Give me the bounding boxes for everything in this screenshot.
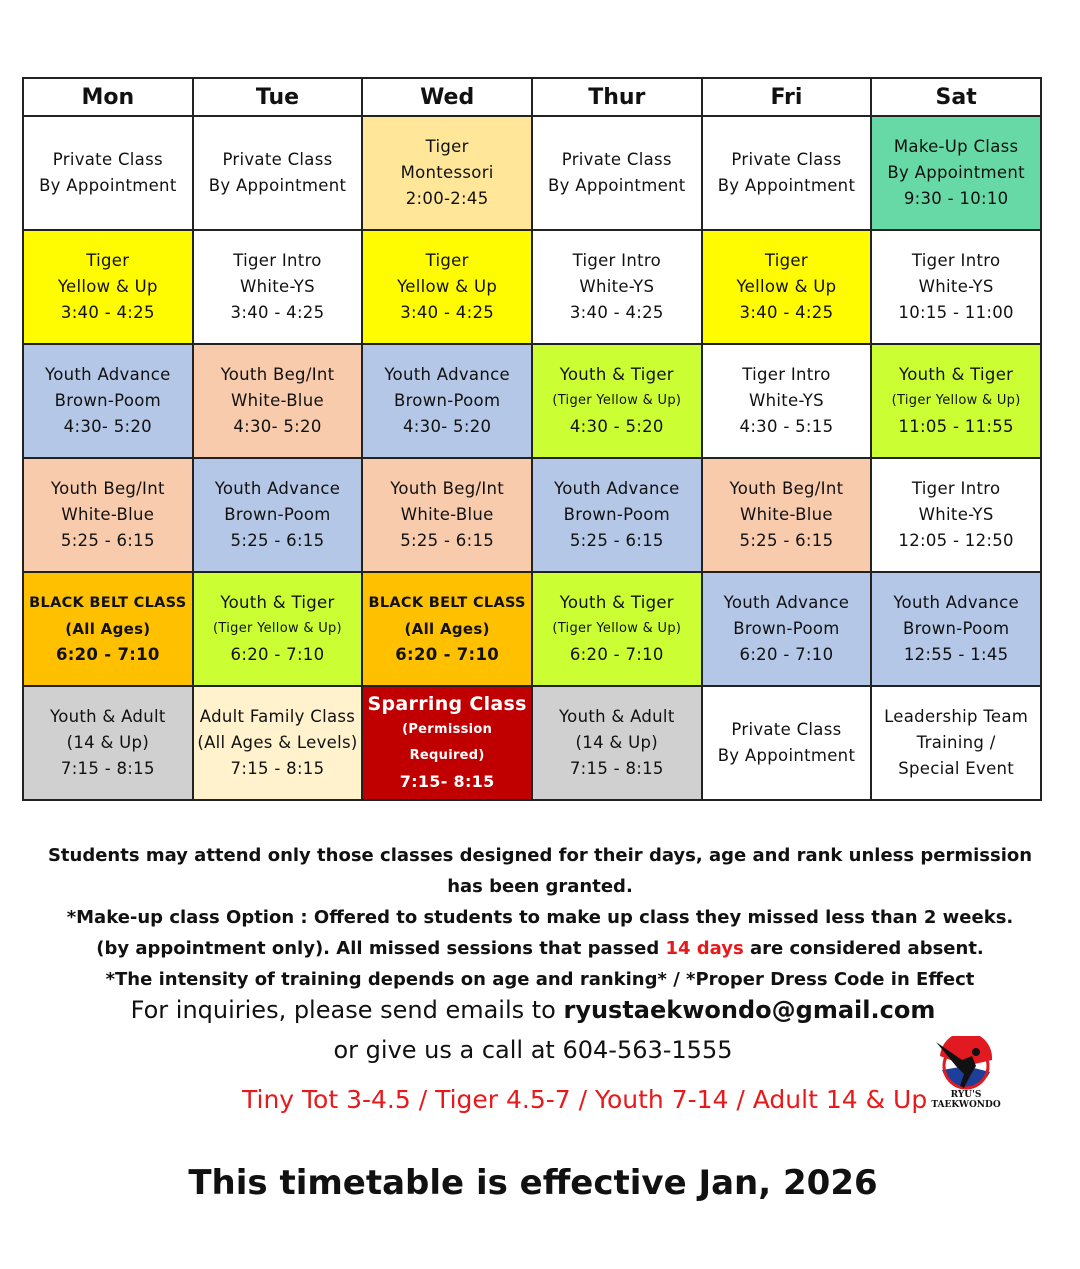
class-line: Yellow & Up: [397, 277, 498, 296]
class-line: 5:25 - 6:15: [569, 531, 664, 550]
class-line: By Appointment: [717, 176, 856, 195]
class-line: 6:20 - 7:10: [55, 645, 160, 664]
class-line: 2:00-2:45: [405, 189, 489, 208]
class-line: By Appointment: [208, 176, 347, 195]
class-line: Youth Advance: [214, 479, 341, 498]
phone-line[interactable]: or give us a call at 604-563-1555: [333, 1036, 733, 1064]
class-cell-wed: [362, 230, 532, 344]
class-line: White-Blue: [400, 505, 494, 524]
class-line: Youth Advance: [554, 479, 680, 498]
class-line: BLACK BELT CLASS: [368, 595, 526, 611]
day-header-wed: Wed: [362, 78, 532, 116]
class-cell-mon: [23, 116, 193, 230]
class-cell-tue: [193, 344, 363, 458]
class-line: 3:40 - 4:25: [569, 303, 664, 322]
class-cell-mon: [23, 572, 193, 686]
class-line: 3:40 - 4:25: [230, 303, 325, 322]
class-line: 7:15 - 8:15: [569, 759, 664, 778]
intensity-note: *The intensity of training depends on age and ranking* / *Proper Dress Code in Effect: [105, 969, 975, 990]
class-line: Youth Advance: [45, 365, 171, 384]
class-line: Private Class: [731, 720, 842, 739]
class-line: Youth & Tiger: [220, 593, 335, 612]
class-line: Youth Advance: [893, 593, 1019, 612]
class-cell-tue: [193, 230, 363, 344]
class-cell-thur: [532, 116, 702, 230]
class-line: 12:05 - 12:50: [898, 531, 1014, 550]
class-line: Tiger: [425, 251, 469, 270]
day-header-row: [23, 78, 1041, 116]
class-cell-mon: [23, 458, 193, 572]
policy-line-2: has been granted.: [447, 876, 633, 897]
class-line: 3:40 - 4:25: [400, 303, 495, 322]
class-line: White-Blue: [61, 505, 155, 524]
class-cell-sat: [871, 230, 1041, 344]
class-line: Tiger Intro: [911, 479, 1001, 498]
class-line: Tiger: [425, 137, 469, 156]
class-cell-tue: [193, 458, 363, 572]
class-line: Tiger: [764, 251, 808, 270]
class-line: 5:25 - 6:15: [230, 531, 325, 550]
logo-text: [926, 1090, 1006, 1110]
class-line: 4:30- 5:20: [402, 417, 492, 436]
class-cell-sat: [871, 572, 1041, 686]
class-line: 7:15 - 8:15: [60, 759, 155, 778]
class-line: Brown-Poom: [393, 391, 501, 410]
class-line: Private Class: [731, 150, 842, 169]
logo-line-1: RYU'S: [950, 1090, 982, 1100]
class-line: Tiger Intro: [572, 251, 661, 270]
logo-line-2: TAEKWONDO: [931, 1100, 1001, 1110]
class-line: 7:15 - 8:15: [230, 759, 325, 778]
taekwondo-logo: [926, 1036, 1006, 1120]
class-cell-wed: [362, 116, 532, 230]
schedule-row: [23, 458, 1041, 572]
class-line: 3:40 - 4:25: [60, 303, 155, 322]
class-line: White-YS: [918, 277, 994, 296]
class-line: 7:15- 8:15: [399, 772, 495, 791]
class-cell-fri: [702, 230, 872, 344]
class-cell-fri: [702, 116, 872, 230]
class-line: Tiger: [86, 251, 130, 270]
class-line: 11:05 - 11:55: [898, 417, 1014, 436]
class-cell-wed: [362, 686, 532, 800]
policy-line-1: Students may attend only those classes designed for their days, age and rank unless permission: [47, 845, 1033, 866]
class-line: White-YS: [918, 505, 994, 524]
class-line: By Appointment: [39, 176, 177, 195]
class-cell-wed: [362, 344, 532, 458]
class-line: (All Ages): [404, 620, 490, 638]
email-line: [0, 996, 1066, 1024]
class-cell-tue: [193, 572, 363, 686]
day-header-tue: Tue: [193, 78, 363, 116]
class-line: Tiger Intro: [742, 365, 831, 384]
class-line: Tiger Intro: [233, 251, 322, 270]
class-cell-fri: [702, 458, 872, 572]
class-line: Private Class: [561, 150, 672, 169]
email-prefix: For inquiries, please send emails to: [130, 996, 564, 1024]
class-line: 5:25 - 6:15: [400, 531, 495, 550]
policy-notes: [0, 840, 1080, 995]
class-line: (Tiger Yellow & Up): [891, 393, 1021, 408]
class-line: Youth Beg/Int: [729, 479, 844, 498]
class-line: 6:20 - 7:10: [739, 645, 834, 664]
schedule-row: [23, 572, 1041, 686]
class-line: Youth & Tiger: [559, 365, 674, 384]
class-line: Youth Advance: [384, 365, 510, 384]
class-line: 10:15 - 11:00: [898, 303, 1014, 322]
class-cell-thur: [532, 344, 702, 458]
class-cell-thur: [532, 458, 702, 572]
class-line: By Appointment: [717, 746, 856, 765]
class-line: (14 & Up): [575, 733, 659, 752]
class-line: (Tiger Yellow & Up): [213, 621, 342, 636]
class-line: 6:20 - 7:10: [230, 645, 325, 664]
class-line: 4:30 - 5:15: [739, 417, 834, 436]
class-line: By Appointment: [548, 176, 686, 195]
class-line: 5:25 - 6:15: [60, 531, 155, 550]
class-line: 3:40 - 4:25: [739, 303, 834, 322]
class-cell-thur: [532, 230, 702, 344]
kicker-icon: [926, 1036, 1006, 1096]
schedule-table: [22, 77, 1042, 801]
class-line: 9:30 - 10:10: [903, 189, 1009, 208]
class-cell-fri: [702, 344, 872, 458]
day-header-fri: Fri: [702, 78, 872, 116]
class-cell-sat: [871, 458, 1041, 572]
class-line: Private Class: [52, 150, 163, 169]
class-line: Brown-Poom: [224, 505, 331, 524]
class-line: Youth Beg/Int: [220, 365, 335, 384]
class-line: (Permission Required): [402, 722, 493, 763]
absence-note: [0, 933, 1080, 964]
class-line: White-Blue: [740, 505, 833, 524]
class-line: 12:55 - 1:45: [903, 645, 1009, 664]
day-header-mon: Mon: [23, 78, 193, 116]
class-line: White-YS: [240, 277, 315, 296]
class-line: (All Ages): [65, 620, 151, 638]
class-line: Tiger Intro: [911, 251, 1001, 270]
class-line: Yellow & Up: [57, 277, 158, 296]
day-header-sat: Sat: [871, 78, 1041, 116]
class-line: White-YS: [579, 277, 655, 296]
class-cell-tue: [193, 686, 363, 800]
schedule-row: [23, 230, 1041, 344]
class-cell-thur: [532, 572, 702, 686]
class-cell-mon: [23, 686, 193, 800]
class-line: Brown-Poom: [733, 619, 840, 638]
class-line: (All Ages & Levels): [197, 733, 358, 752]
class-line: (Tiger Yellow & Up): [552, 621, 682, 636]
class-line: (Tiger Yellow & Up): [552, 393, 682, 408]
class-line: 4:30 - 5:20: [569, 417, 664, 436]
class-line: Youth & Tiger: [559, 593, 674, 612]
class-cell-thur: [532, 686, 702, 800]
class-cell-sat: [871, 116, 1041, 230]
class-line: (14 & Up): [66, 733, 150, 752]
class-line: Youth Beg/Int: [50, 479, 165, 498]
makeup-note: *Make-up class Option : Offered to students to make up class they missed less than 2 weeks.: [66, 907, 1014, 928]
class-line: BLACK BELT CLASS: [29, 595, 187, 611]
class-line: Sparring Class: [367, 693, 527, 715]
schedule-body: [23, 116, 1041, 800]
absence-note-post: are considered absent.: [743, 938, 984, 959]
class-line: By Appointment: [887, 163, 1025, 182]
day-header-thur: Thur: [532, 78, 702, 116]
absence-note-pre: (by appointment only). All missed sessions that passed: [96, 938, 666, 959]
class-line: Brown-Poom: [902, 619, 1010, 638]
schedule-row: [23, 116, 1041, 230]
class-cell-fri: [702, 572, 872, 686]
class-line: Yellow & Up: [736, 277, 837, 296]
class-line: White-YS: [748, 391, 824, 410]
class-cell-mon: [23, 230, 193, 344]
class-line: 5:25 - 6:15: [739, 531, 834, 550]
class-cell-sat: [871, 686, 1041, 800]
effective-date: This timetable is effective Jan, 2026: [188, 1163, 878, 1203]
schedule-row: [23, 344, 1041, 458]
class-cell-tue: [193, 116, 363, 230]
class-cell-wed: [362, 572, 532, 686]
class-line: Adult Family Class: [199, 707, 356, 726]
class-line: 4:30- 5:20: [233, 417, 322, 436]
class-line: Youth Advance: [723, 593, 850, 612]
class-cell-wed: [362, 458, 532, 572]
class-line: Leadership Team: [884, 707, 1029, 726]
age-groups: Tiny Tot 3-4.5 / Tiger 4.5-7 / Youth 7-14 / Adult 14 & Up: [242, 1085, 928, 1114]
class-line: White-Blue: [231, 391, 324, 410]
class-line: Training /: [916, 733, 996, 752]
class-cell-sat: [871, 344, 1041, 458]
class-line: Private Class: [222, 150, 333, 169]
class-line: Brown-Poom: [54, 391, 162, 410]
class-line: Montessori: [400, 163, 494, 182]
class-line: Youth & Adult: [558, 707, 675, 726]
class-cell-mon: [23, 344, 193, 458]
absence-days: 14 days: [665, 938, 744, 959]
class-line: Youth Beg/Int: [390, 479, 505, 498]
class-line: Brown-Poom: [563, 505, 670, 524]
class-line: 4:30- 5:20: [63, 417, 152, 436]
email-address[interactable]: ryustaekwondo@gmail.com: [563, 996, 936, 1024]
class-cell-fri: [702, 686, 872, 800]
class-line: Make-Up Class: [893, 137, 1019, 156]
class-line: 6:20 - 7:10: [569, 645, 664, 664]
class-line: Youth & Adult: [50, 707, 166, 726]
schedule-row: [23, 686, 1041, 800]
class-line: Special Event: [898, 759, 1015, 778]
class-line: Youth & Tiger: [899, 365, 1014, 384]
class-line: 6:20 - 7:10: [395, 645, 499, 664]
